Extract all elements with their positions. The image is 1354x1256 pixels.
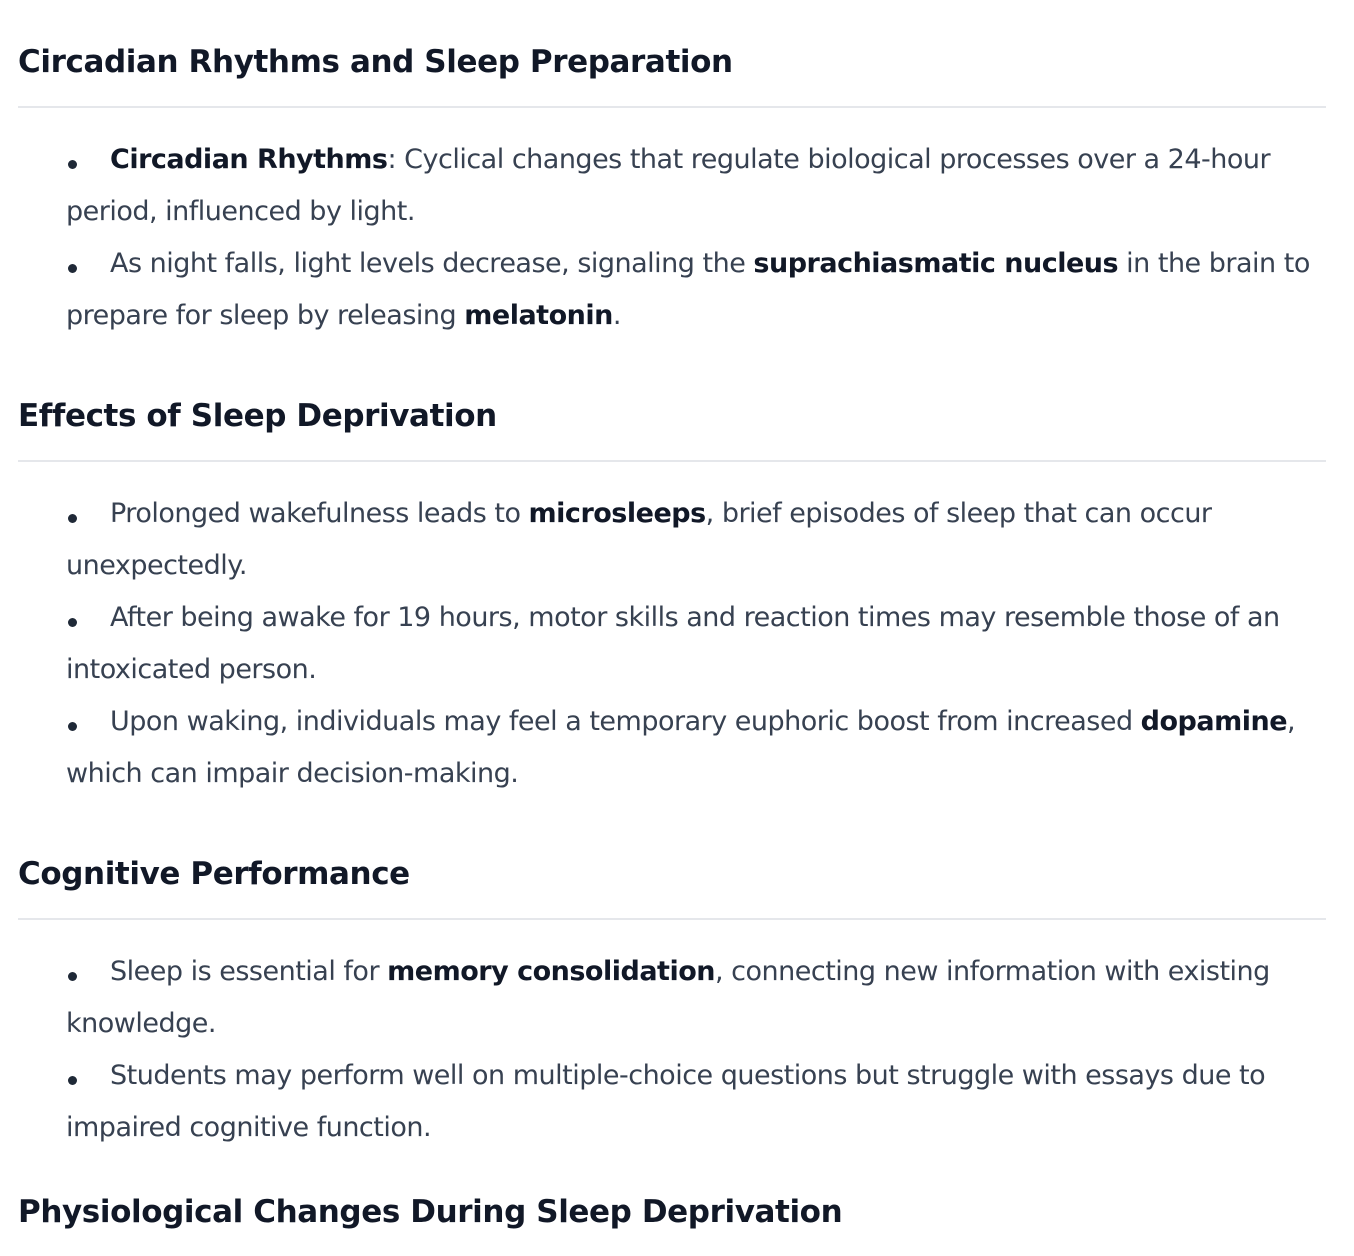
text-run: . xyxy=(612,300,621,331)
text-run: Upon waking, individuals may feel a temporary euphoric boost from increased xyxy=(110,706,1141,737)
text-run: , connecting new information with existing knowledge. xyxy=(66,956,1270,1039)
bold-term: suprachiasmatic nucleus xyxy=(753,248,1119,279)
bold-term: Circadian Rhythms xyxy=(110,144,388,175)
section-cognitive-performance xyxy=(18,852,1326,1154)
list-item xyxy=(66,488,1326,592)
text-run: : Cyclical changes that regulate biological processes over a 24-hour period, influenced by light. xyxy=(66,144,1271,227)
section-heading: Cognitive Performance xyxy=(18,852,1326,920)
text-run: , brief episodes of sleep that can occur unexpectedly. xyxy=(66,498,1212,581)
bullet-list xyxy=(18,462,1326,800)
section-physiological-changes xyxy=(18,1190,1326,1256)
bold-term: microsleeps xyxy=(528,498,706,529)
section-heading: Circadian Rhythms and Sleep Preparation xyxy=(18,40,1326,108)
text-run: As night falls, light levels decrease, signaling the xyxy=(110,248,754,279)
section-circadian-rhythms xyxy=(18,40,1326,342)
text-run: Sleep is essential for xyxy=(110,956,388,987)
bold-term: memory consolidation xyxy=(387,956,715,987)
section-sleep-deprivation xyxy=(18,394,1326,800)
list-item xyxy=(66,946,1326,1050)
text-run: After being awake for 19 hours, motor skills and reaction times may resemble those of an intoxicated person. xyxy=(66,602,1280,685)
section-heading: Effects of Sleep Deprivation xyxy=(18,394,1326,462)
text-run: Students may perform well on multiple-choice questions but struggle with essays due to impaired cognitive function. xyxy=(66,1060,1266,1143)
text-run: , which can impair decision-making. xyxy=(66,706,1296,789)
list-item xyxy=(66,134,1326,238)
list-item xyxy=(66,696,1326,800)
text-run: in the brain to prepare for sleep by releasing xyxy=(66,248,1310,331)
bold-term: dopamine xyxy=(1140,706,1288,737)
text-run: Prolonged wakefulness leads to xyxy=(110,498,529,529)
list-item xyxy=(66,592,1326,696)
bullet-list xyxy=(18,920,1326,1154)
bold-term: melatonin xyxy=(464,300,613,331)
list-item xyxy=(66,1050,1326,1154)
bullet-list xyxy=(18,108,1326,342)
section-heading: Physiological Changes During Sleep Deprivation xyxy=(18,1194,843,1230)
list-item xyxy=(66,238,1326,342)
